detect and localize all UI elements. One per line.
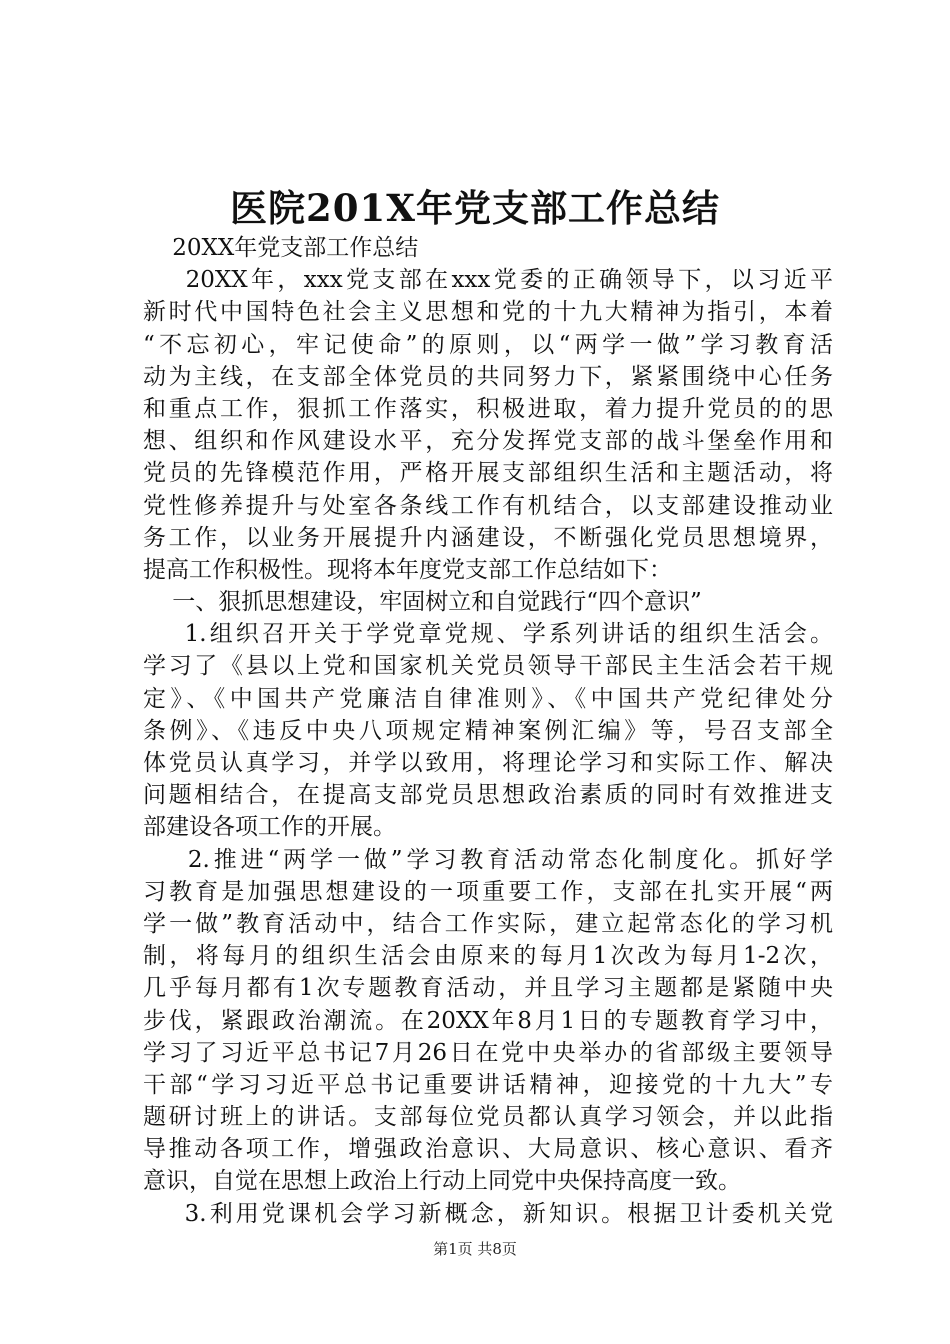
body-text-line: 几乎每月都有1次专题教育活动，并且学习主题都是紧随中央 — [143, 975, 833, 1002]
body-text-line: 制，将每月的组织生活会由原来的每月1次改为每月1-2次， — [143, 943, 833, 970]
body-text-line: 党员的先锋模范作用，严格开展支部组织生活和主题活动，将 — [143, 460, 833, 487]
body-text-line: 干部“学习习近平总书记重要讲话精神，迎接党的十九大”专 — [143, 1071, 833, 1098]
body-text-line: 动为主线，在支部全体党员的共同努力下，紧紧围绕中心任务 — [143, 363, 833, 390]
body-text-line: 提高工作积极性。现将本年度党支部工作总结如下： — [143, 556, 672, 583]
body-text-line: 定》、《中国共产党廉洁自律准则》、《中国共产党纪律处分 — [143, 685, 833, 712]
body-text-line: 意识，自觉在思想上政治上行动上同党中央保持高度一致。 — [143, 1168, 741, 1195]
document-body — [143, 232, 833, 1230]
body-text-line: 习教育是加强思想建设的一项重要工作，支部在扎实开展“两 — [143, 878, 833, 905]
body-text-line: 2.推进“两学一做”学习教育活动常态化制度化。抓好学 — [143, 846, 833, 873]
body-text-line: 务工作，以业务开展提升内涵建设，不断强化党员思想境界， — [143, 524, 833, 551]
body-text-line: 条例》、《违反中央八项规定精神案例汇编》等，号召支部全 — [143, 717, 833, 744]
body-text-line: 部建设各项工作的开展。 — [143, 814, 396, 841]
body-text-line: 20XX年，xxx党支部在xxx党委的正确领导下，以习近平 — [143, 267, 833, 294]
body-text-line: 想、组织和作风建设水平，充分发挥党支部的战斗堡垒作用和 — [143, 428, 833, 455]
body-text-line: 一、狠抓思想建设，牢固树立和自觉践行“四个意识” — [143, 589, 702, 616]
body-text-line: 问题相结合，在提高支部党员思想政治素质的同时有效推进支 — [143, 782, 833, 809]
body-text-line: 3.利用党课机会学习新概念，新知识。根据卫计委机关党 — [143, 1200, 833, 1227]
body-text-line: 学习了习近平总书记7月26日在党中央举办的省部级主要领导 — [143, 1039, 833, 1066]
body-text-line: 学习了《县以上党和国家机关党员领导干部民主生活会若干规 — [143, 653, 833, 680]
body-text-line: “不忘初心，牢记使命”的原则，以“两学一做”学习教育活 — [143, 331, 833, 358]
body-text-line: 学一做”教育活动中，结合工作实际，建立起常态化的学习机 — [143, 910, 833, 937]
body-text-line: 新时代中国特色社会主义思想和党的十九大精神为指引，本着 — [143, 299, 833, 326]
page-footer: 第1页 共8页 — [433, 1240, 517, 1258]
body-text-line: 题研讨班上的讲话。支部每位党员都认真学习领会，并以此指 — [143, 1104, 833, 1131]
document-title: 医院201X年党支部工作总结 — [230, 186, 720, 230]
body-text-line: 党性修养提升与处室各条线工作有机结合，以支部建设推动业 — [143, 492, 833, 519]
body-text-line: 步伐，紧跟政治潮流。在20XX年8月1日的专题教育学习中， — [143, 1007, 833, 1034]
body-text-line: 20XX年党支部工作总结 — [143, 235, 419, 261]
body-text-line: 体党员认真学习，并学以致用，将理论学习和实际工作、解决 — [143, 750, 833, 776]
body-text-line: 1.组织召开关于学党章党规、学系列讲话的组织生活会。 — [143, 621, 833, 648]
body-text-line: 导推动各项工作，增强政治意识、大局意识、核心意识、看齐 — [143, 1136, 833, 1163]
body-text-line: 和重点工作，狠抓工作落实，积极进取，着力提升党员的的思 — [143, 395, 833, 422]
